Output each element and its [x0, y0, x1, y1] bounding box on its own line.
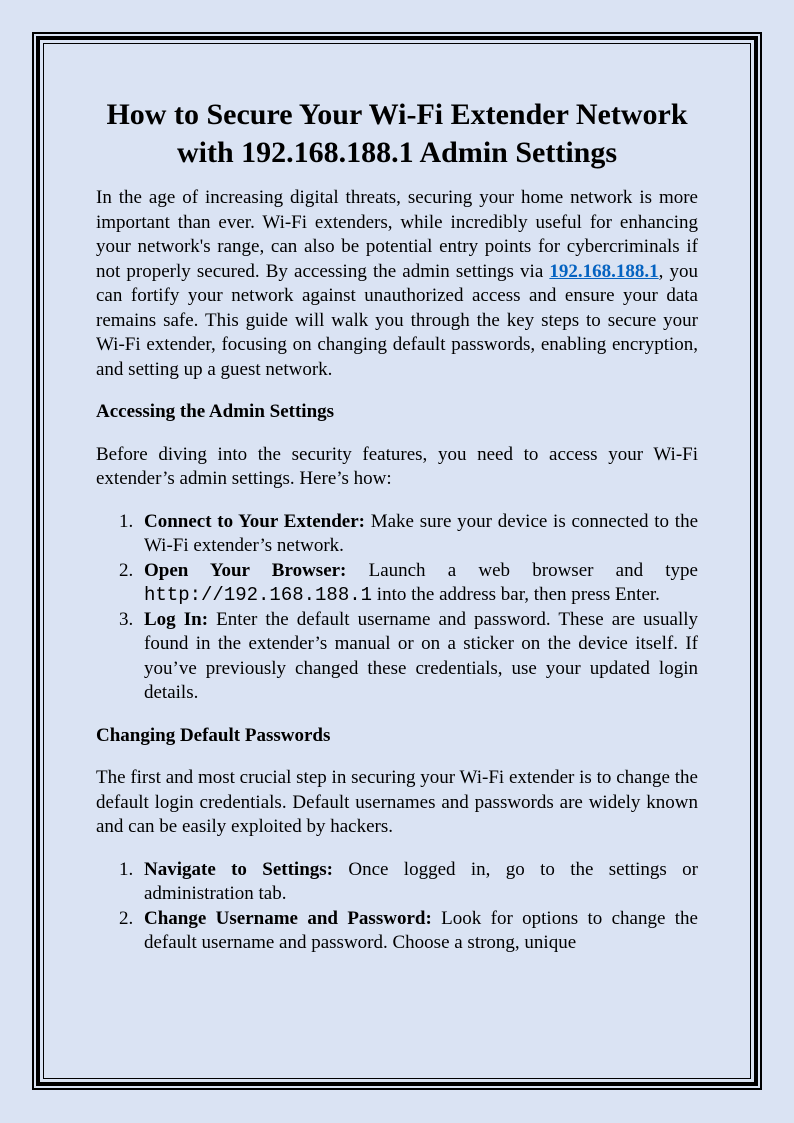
step-text: Make sure your device is connected to the Wi-Fi extender’s network. [144, 510, 698, 556]
list-number: 3. [119, 608, 134, 630]
step-text: Look for options to change the default username and password. Choose a strong, unique [144, 907, 698, 953]
step-text: Enter the default username and password. These are usually found in the extender’s manual or on a sticker on the device itself. If you’ve previously changed these credentials, use your updated login details. [144, 608, 698, 703]
step-label: Navigate to Settings: [144, 858, 334, 880]
list-item [119, 907, 698, 956]
list-item [119, 510, 698, 559]
admin-ip-link[interactable]: 192.168.188.1 [549, 260, 659, 282]
steps-list-accessing [96, 510, 698, 706]
url-code: http://192.168.188.1 [144, 584, 373, 606]
section-heading-accessing: Accessing the Admin Settings [96, 401, 335, 422]
steps-list-passwords [96, 858, 698, 956]
step-text: Launch a web browser and type [346, 559, 698, 581]
step-label: Log In: [144, 608, 209, 630]
intro-paragraph [96, 186, 698, 382]
section-intro-accessing: Before diving into the security features, you need to access your Wi-Fi extender’s admin settings. Here’s how: [96, 443, 698, 489]
list-number: 1. [119, 510, 134, 532]
step-label: Connect to Your Extender: [144, 510, 365, 532]
list-number: 2. [119, 907, 134, 929]
document-title: How to Secure Your Wi-Fi Extender Network with 192.168.188.1 Admin Settings [106, 98, 688, 169]
section-intro-passwords: The first and most crucial step in securing your Wi-Fi extender is to change the default login credentials. Default usernames and passwords are widely known and can be easily exploited by hackers. [96, 767, 698, 837]
step-text: Once logged in, go to the settings or administration tab. [144, 858, 698, 904]
list-item [119, 858, 698, 907]
section-heading-passwords: Changing Default Passwords [96, 724, 331, 746]
document-body [96, 96, 698, 974]
step-text: into the address bar, then press Enter. [372, 584, 660, 605]
list-number: 1. [119, 858, 134, 880]
list-item [119, 559, 698, 608]
step-label: Open Your Browser: [144, 559, 347, 581]
intro-text-2: , you can fortify your network against unauthorized access and ensure your data remains safe. This guide will walk you through the key steps to secure your Wi-Fi extender, focusing on changing default passwords, enabling encryption, and setting up a guest network. [96, 260, 698, 380]
intro-text-1: In the age of increasing digital threats, securing your home network is more important than ever. Wi-Fi extenders, while incredibly useful for enhancing your network's range, can also be potential entry points for cybercriminals if not properly secured. By accessing the admin settings via [96, 187, 698, 282]
step-label: Change Username and Password: [144, 907, 432, 929]
list-number: 2. [119, 559, 134, 581]
list-item [119, 608, 698, 706]
